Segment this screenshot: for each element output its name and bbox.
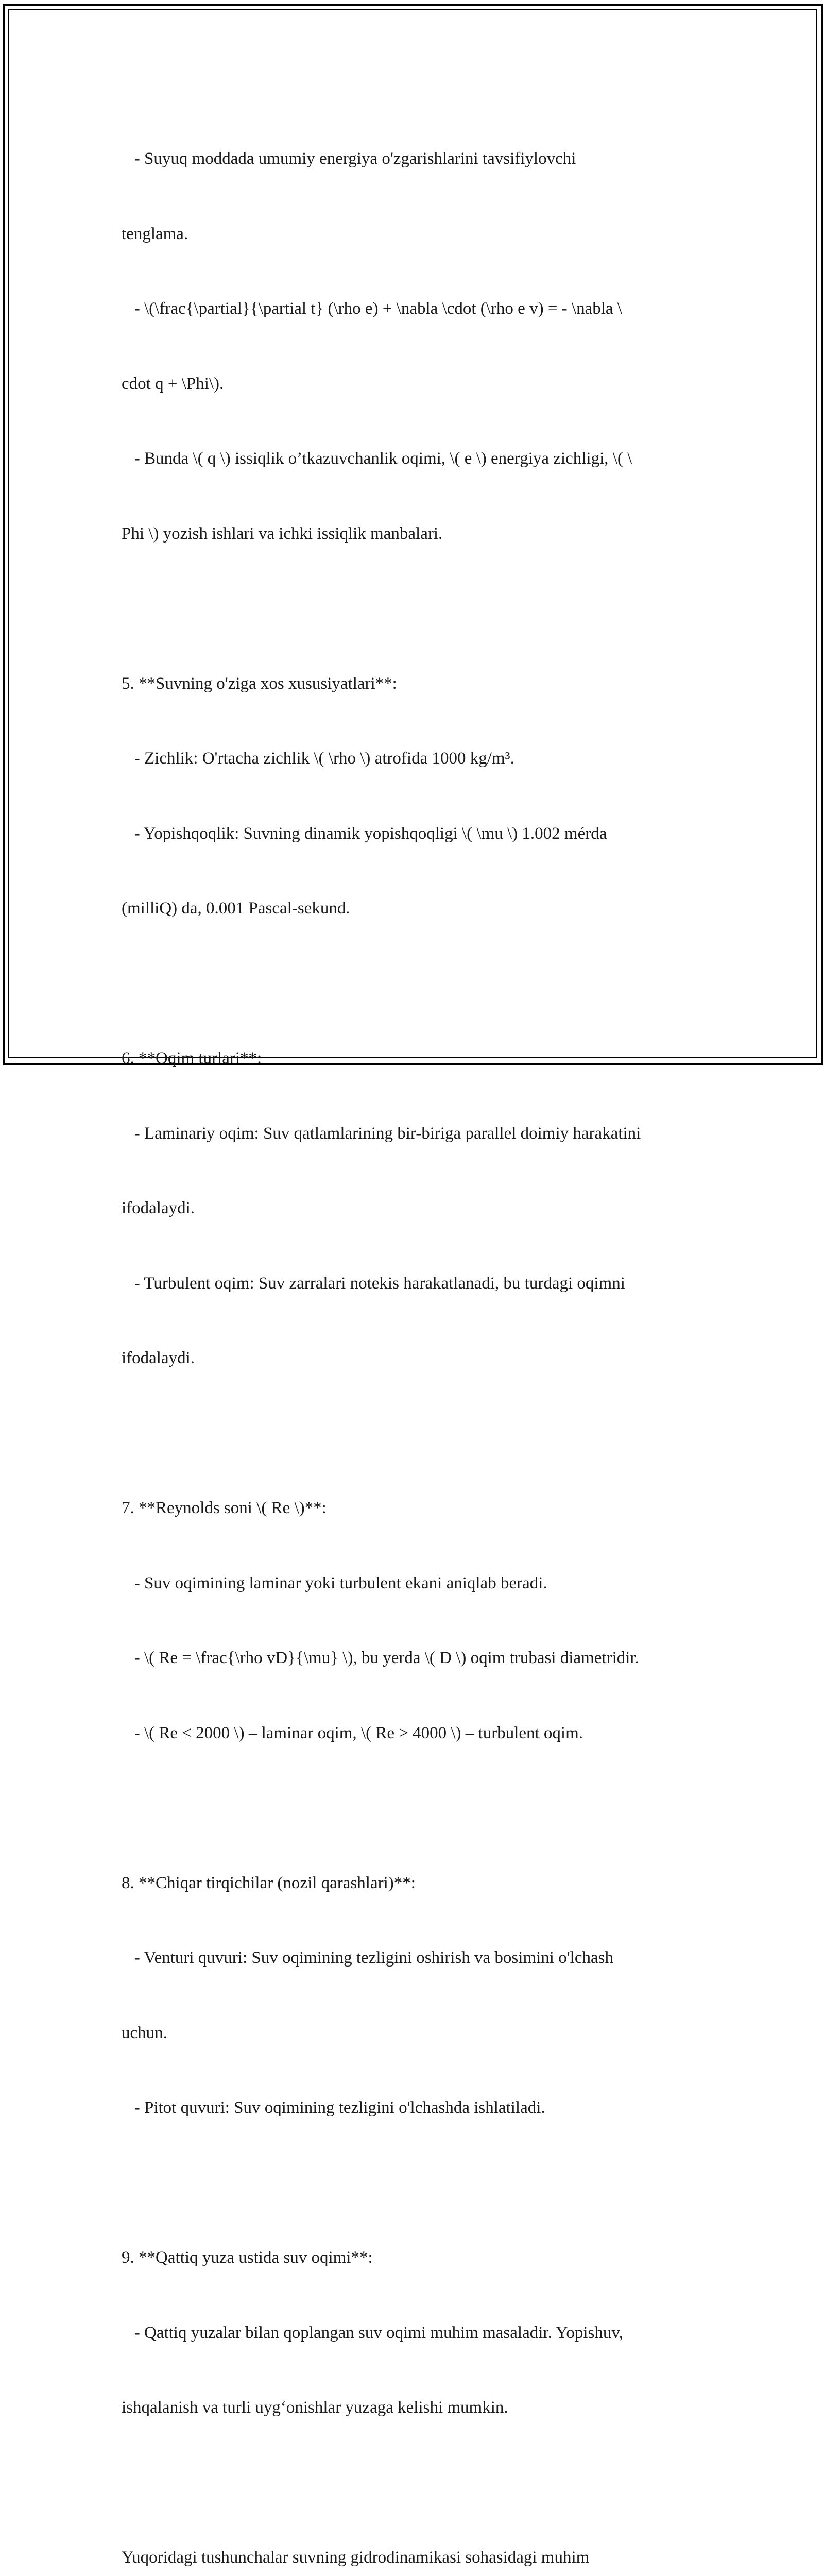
blank-line: [122, 2171, 709, 2196]
text-line: ifodalaydi.: [122, 1349, 195, 1367]
blank-line: [122, 2470, 709, 2496]
text-line: (milliQ) da, 0.001 Pascal-sekund.: [122, 899, 350, 918]
text-line: - Suv oqimining laminar yoki turbulent ekani aniqlab beradi.: [122, 1573, 547, 1592]
conclusion-line: Yuqoridagi tushunchalar suvning gidrodinamikasi sohasidagi muhim: [122, 2548, 590, 2567]
section-heading-9: 9. **Qattiq yuza ustida suv oqimi**:: [122, 2248, 373, 2267]
text-line: - Yopishqoqlik: Suvning dinamik yopishqoqligi \( \mu \) 1.002 mérda: [122, 824, 607, 843]
document-body: [122, 96, 709, 2576]
text-line: ifodalaydi.: [122, 1199, 195, 1217]
text-line: tenglama.: [122, 224, 188, 243]
text-line: Phi \) yozish ishlari va ichki issiqlik manbalari.: [122, 524, 443, 543]
section-heading-7: 7. **Reynolds soni \( Re \)**:: [122, 1499, 327, 1517]
text-line: - \(\frac{\partial}{\partial t} (\rho e) + \nabla \cdot (\rho e v) = - \nabla \: [122, 299, 622, 318]
text-line: uchun.: [122, 2023, 167, 2042]
section-heading-8: 8. **Chiqar tirqichilar (nozil qarashlari)**:: [122, 1873, 416, 1892]
text-line: - Suyuq moddada umumiy energiya o'zgarishlarini tavsifiylovchi: [122, 149, 576, 168]
text-line: - Pitot quvuri: Suv oqimining tezligini o'lchashda ishlatiladi.: [122, 2098, 545, 2117]
blank-line: [122, 596, 709, 621]
blank-line: [122, 1795, 709, 1821]
text-line: - Qattiq yuzalar bilan qoplangan suv oqimi muhim masaladir. Yopishuv,: [122, 2323, 623, 2342]
text-line: - Laminariy oqim: Suv qatlamlarining bir-biriga parallel doimiy harakatini: [122, 1124, 641, 1143]
text-line: - Turbulent oqim: Suv zarralari notekis harakatlanadi, bu turdagi oqimni: [122, 1274, 625, 1293]
text-line: - Zichlik: O'rtacha zichlik \( \rho \) atrofida 1000 kg/m³.: [122, 749, 514, 768]
section-heading-5: 5. **Suvning o'ziga xos xususiyatlari**:: [122, 674, 397, 693]
text-line: ishqalanish va turli uyg‘onishlar yuzaga kelishi mumkin.: [122, 2398, 508, 2417]
blank-line: [122, 971, 709, 996]
text-line: - \( Re = \frac{\rho vD}{\mu} \), bu yerda \( D \) oqim trubasi diametridir.: [122, 1649, 639, 1667]
section-heading-6: 6. **Oqim turlari**:: [122, 1049, 262, 1067]
text-line: - Bunda \( q \) issiqlik o’tkazuvchanlik oqimi, \( e \) energiya zichligi, \( \: [122, 449, 632, 468]
text-line: - \( Re < 2000 \) – laminar oqim, \( Re > 4000 \) – turbulent oqim.: [122, 1723, 583, 1742]
text-line: - Venturi quvuri: Suv oqimining tezligini oshirish va bosimini o'lchash: [122, 1948, 613, 1967]
text-line: cdot q + \Phi\).: [122, 374, 224, 393]
blank-line: [122, 1421, 709, 1446]
